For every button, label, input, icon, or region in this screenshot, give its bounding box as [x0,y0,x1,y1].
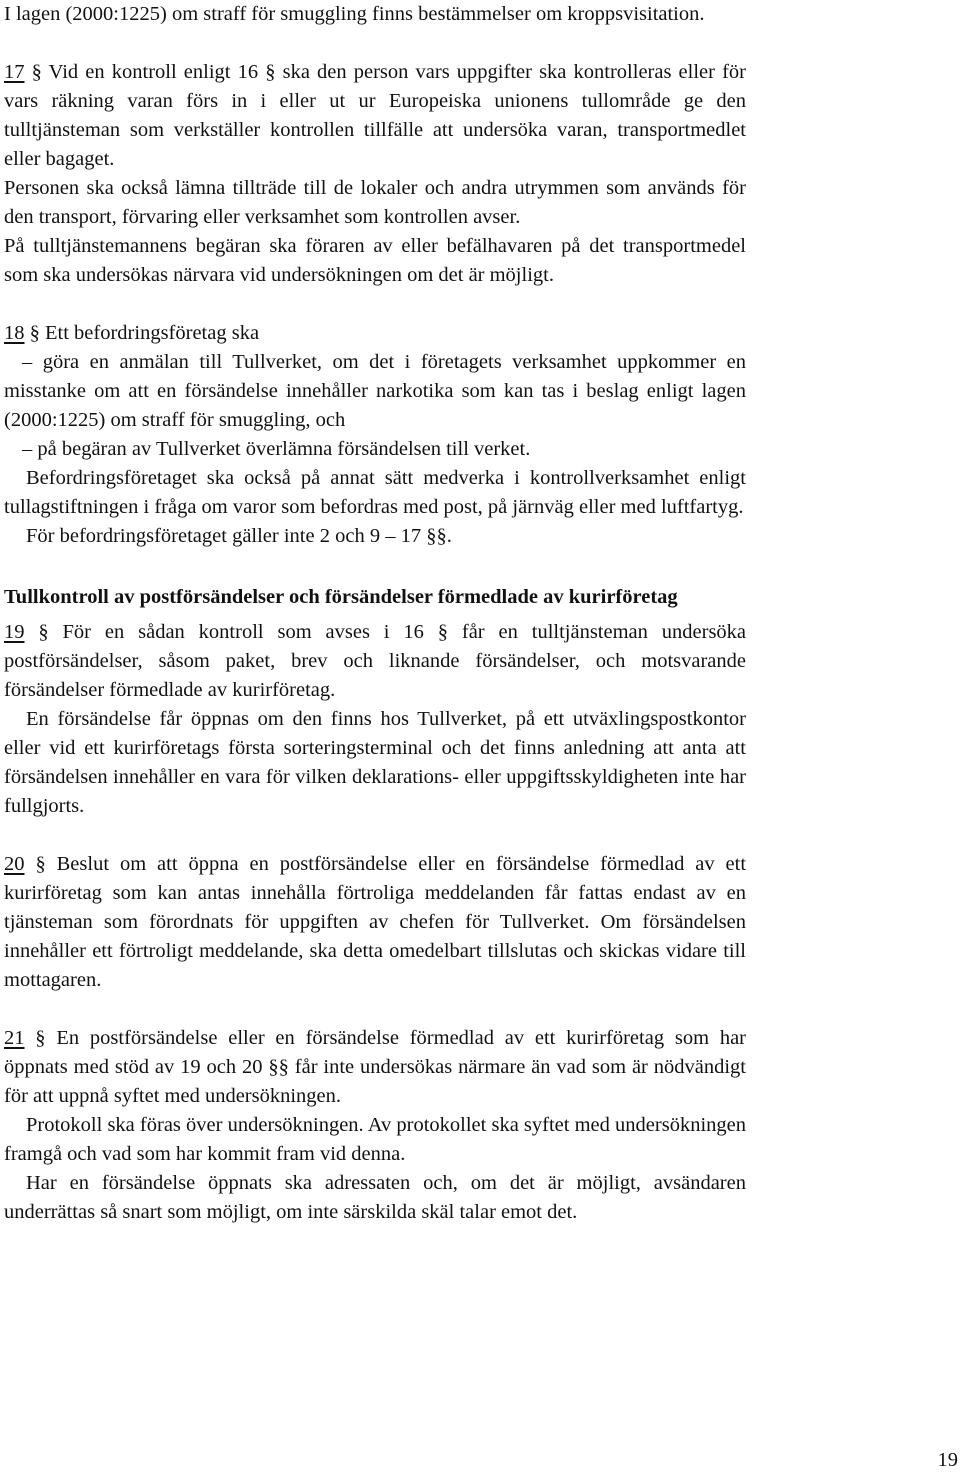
section-18-dash-item-1: – göra en anmälan till Tullverket, om det i företagets verksamhet uppkommer en misstanke om att en försändelse innehåller narkotika som kan tas i beslag enligt lagen (2000:1225) om straff för smuggling, och [4,351,746,431]
section-18-text: Ett befordringsföretag ska [45,322,260,344]
document-page [4,0,746,1227]
section-18-number: 18 [4,322,25,344]
section-18-dash-item-2: – på begäran av Tullverket överlämna försändelsen till verket. [22,438,531,460]
section-20-paragraph-1 [4,850,746,995]
section-18-paragraph-1 [4,319,746,348]
section-17-text: Vid en kontroll enligt 16 § ska den person vars uppgifter ska kontrolleras eller för vars räkning varan förs in i eller ut ur Europeiska unionens tullområde ge den tulltjänsteman som verkställer kontrollen tillfälle att undersöka varan, transportmedlet eller bagaget. [4,61,747,170]
intro-paragraph: I lagen (2000:1225) om straff för smuggling finns bestämmelser om kroppsvisitation. [4,3,705,25]
section-20-symbol: § [35,853,46,875]
page-number: 19 [937,1449,958,1471]
section-21-number: 21 [4,1027,25,1049]
section-18-symbol: § [29,322,40,344]
section-19-text: För en sådan kontroll som avses i 16 § får en tulltjänsteman undersöka postförsändelser, såsom paket, brev och liknande försändelser, och motsvarande försändelser förmedlade av kurirföretag. [4,621,747,701]
section-21-paragraph-3: Har en försändelse öppnats ska adressaten och, om det är möjligt, avsändaren underrättas så snart som möjligt, om inte särskilda skäl talar emot det. [4,1172,746,1223]
section-18-paragraph-2: Befordringsföretaget ska också på annat sätt medverka i kontrollverksamhet enligt tullagstiftningen i fråga om varor som befordras med post, på järnväg eller med luftfartyg. [4,467,746,518]
section-20-number: 20 [4,853,25,875]
section-21-paragraph-2: Protokoll ska föras över undersökningen. Av protokollet ska syftet med undersökningen framgå och vad som har kommit fram vid denna. [4,1114,746,1165]
section-20-text: Beslut om att öppna en postförsändelse eller en försändelse förmedlad av ett kurirföretag som kan antas innehålla förtroliga meddelanden får fattas endast av en tjänsteman som förordnats för uppgiften av chefen för Tullverket. Om försändelsen innehåller ett förtroligt meddelande, ska detta omedelbart tillslutas och skickas vidare till mottagaren. [4,853,747,991]
section-17-number: 17 [4,61,25,83]
section-21-symbol: § [35,1027,46,1049]
section-19-paragraph-2: En försändelse får öppnas om den finns hos Tullverket, på ett utväxlingspostkontor eller vid ett kurirföretags första sorteringsterminal och det finns anledning att anta att försändelsen innehåller en vara för vilken deklarations- eller uppgiftsskyldigheten inte har fullgjorts. [4,708,746,817]
section-17-paragraph-3: På tulltjänstemannens begäran ska föraren av eller befälhavaren på det transportmedel som ska undersökas närvara vid undersökningen om det är möjligt. [4,235,746,286]
section-19-paragraph-1 [4,618,746,705]
section-18-paragraph-3: För befordringsföretaget gäller inte 2 och 9 – 17 §§. [26,525,452,547]
section-19-symbol: § [38,621,49,643]
section-21-text: En postförsändelse eller en försändelse förmedlad av ett kurirföretag som har öppnats med stöd av 19 och 20 §§ får inte undersökas närmare än vad som är nödvändigt för att uppnå syftet med undersökningen. [4,1027,746,1107]
section-17-symbol: § [31,61,42,83]
section-heading: Tullkontroll av postförsändelser och försändelser förmedlade av kurirföretag [4,586,678,608]
section-17-paragraph-1 [4,58,746,174]
section-21-paragraph-1 [4,1024,746,1111]
section-17-paragraph-2: Personen ska också lämna tillträde till de lokaler och andra utrymmen som används för den transport, förvaring eller verksamhet som kontrollen avser. [4,177,746,228]
section-19-number: 19 [4,621,25,643]
